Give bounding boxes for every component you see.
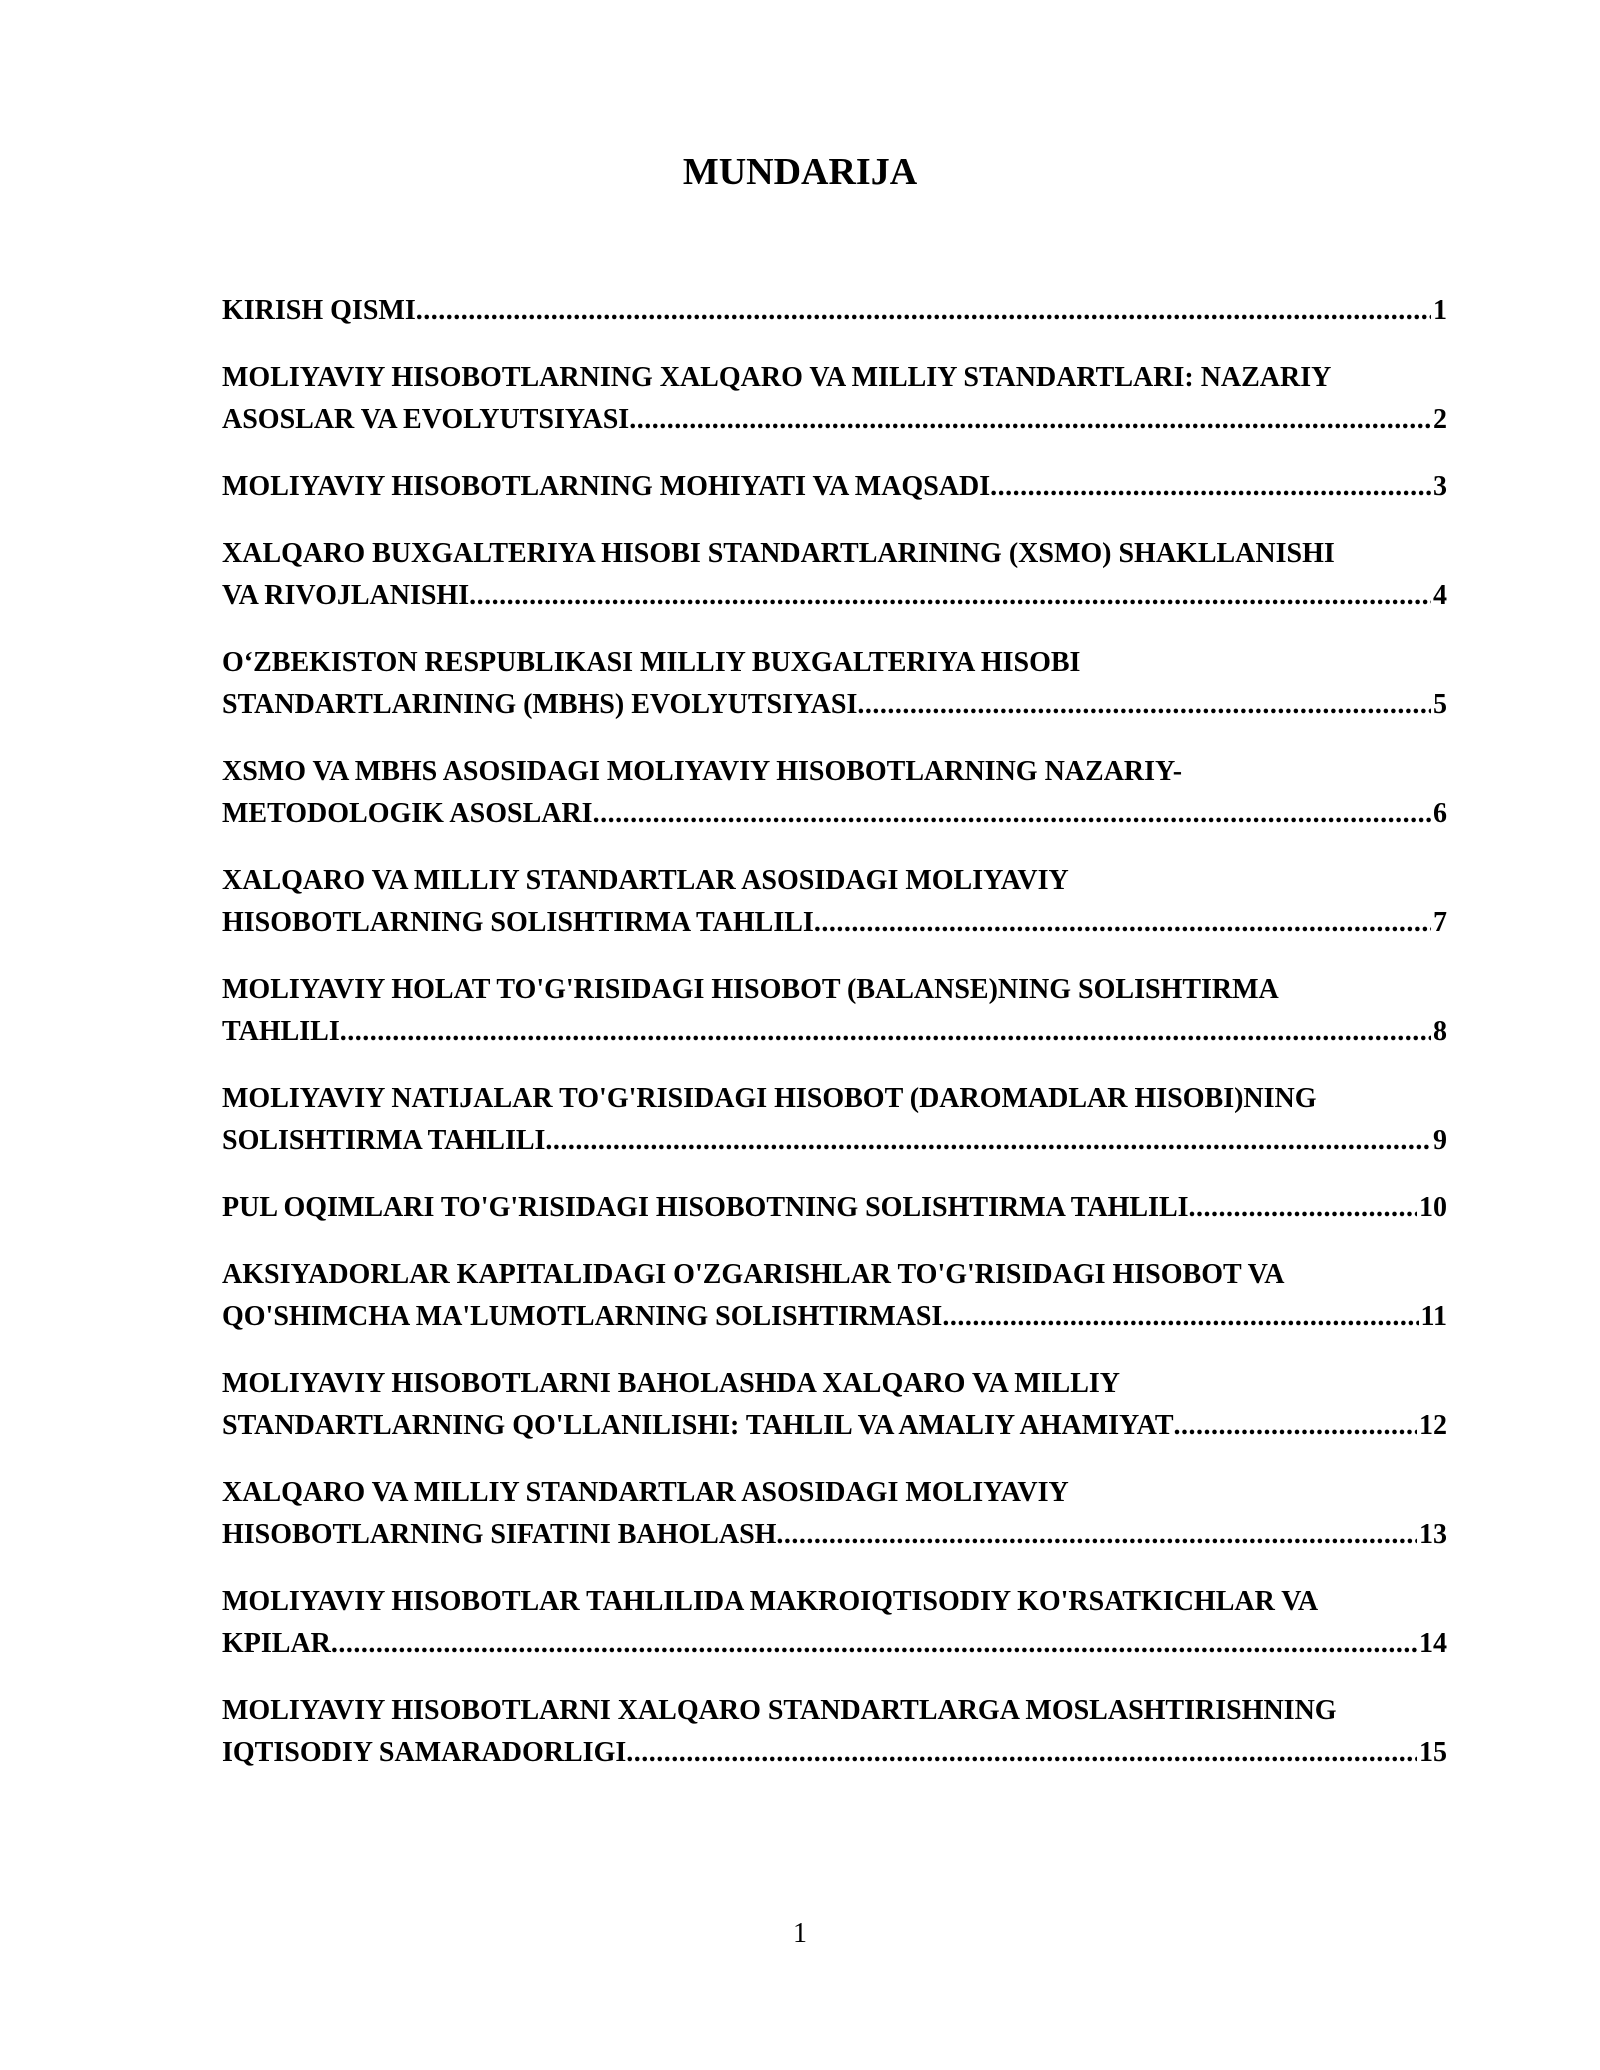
toc-entry-page-number: 3 bbox=[1433, 471, 1447, 502]
toc-entry[interactable] bbox=[222, 1187, 1472, 1229]
toc-entry[interactable] bbox=[222, 969, 1472, 1053]
toc-entry-title-line: IQTISODIY SAMARADORLIGI bbox=[222, 1737, 627, 1768]
toc-entry-title-line: MOLIYAVIY HISOBOTLAR TAHLILIDA MAKROIQTISODIY KO'RSATKICHLAR VA bbox=[222, 1586, 1319, 1617]
dot-leader bbox=[340, 1011, 1431, 1053]
toc-entry[interactable] bbox=[222, 860, 1472, 944]
toc-entry-last-line bbox=[222, 1514, 1447, 1556]
toc-entry-last-line bbox=[222, 793, 1447, 835]
toc-entry[interactable] bbox=[222, 1254, 1472, 1338]
toc-entry-page-number: 15 bbox=[1419, 1737, 1447, 1768]
toc-entry-page-number: 5 bbox=[1433, 689, 1447, 720]
toc-entry-title-line: KIRISH QISMI bbox=[222, 295, 416, 326]
dot-leader bbox=[1174, 1405, 1418, 1447]
dot-leader bbox=[776, 1514, 1417, 1556]
toc-entry-title-line: XSMO VA MBHS ASOSIDAGI MOLIYAVIY HISOBOTLARNING NAZARIY- bbox=[222, 756, 1183, 787]
toc-entry[interactable] bbox=[222, 642, 1472, 726]
toc-entry[interactable] bbox=[222, 1363, 1472, 1447]
toc-entry-title-line: MOLIYAVIY HOLAT TO'G'RISIDAGI HISOBOT (BALANSE)NING SOLISHTIRMA bbox=[222, 974, 1279, 1005]
toc-entry-title-line: MOLIYAVIY HISOBOTLARNING XALQARO VA MILLIY STANDARTLARI: NAZARIY bbox=[222, 362, 1332, 393]
toc-entry-title-line: ASOSLAR VA EVOLYUTSIYASI bbox=[222, 404, 630, 435]
toc-entry-title-line: MOLIYAVIY HISOBOTLARNI BAHOLASHDA XALQARO VA MILLIY bbox=[222, 1368, 1121, 1399]
toc-entry-last-line bbox=[222, 1732, 1447, 1774]
toc-entry-page-number: 14 bbox=[1419, 1628, 1447, 1659]
dot-leader bbox=[545, 1120, 1431, 1162]
toc-entry[interactable] bbox=[222, 1078, 1472, 1162]
toc-entry-page-number: 4 bbox=[1433, 580, 1447, 611]
toc-entry-page-number: 12 bbox=[1419, 1410, 1447, 1441]
dot-leader bbox=[626, 1732, 1417, 1774]
toc-entry-last-line bbox=[222, 290, 1447, 332]
toc-entry-title-line: XALQARO VA MILLIY STANDARTLAR ASOSIDAGI MOLIYAVIY bbox=[222, 865, 1069, 896]
page-title: MUNDARIJA bbox=[682, 151, 918, 193]
toc-entry[interactable] bbox=[222, 1472, 1472, 1556]
toc-entry-last-line bbox=[222, 1623, 1447, 1665]
toc-entry-last-line bbox=[222, 902, 1447, 944]
dot-leader bbox=[629, 399, 1431, 441]
toc-entry-title-line: QO'SHIMCHA MA'LUMOTLARNING SOLISHTIRMASI bbox=[222, 1301, 943, 1332]
toc-entry[interactable] bbox=[222, 1690, 1472, 1774]
toc-entry[interactable] bbox=[222, 1581, 1472, 1665]
toc-entry-page-number: 2 bbox=[1433, 404, 1447, 435]
dot-leader bbox=[990, 466, 1431, 508]
toc-entry[interactable] bbox=[222, 533, 1472, 617]
toc-entry-last-line bbox=[222, 1011, 1447, 1053]
toc-entry-last-line bbox=[222, 684, 1447, 726]
toc-entry-page-number: 9 bbox=[1433, 1125, 1447, 1156]
dot-leader bbox=[942, 1296, 1418, 1338]
toc-entry-last-line bbox=[222, 1405, 1447, 1447]
toc-entry-title-line: XALQARO VA MILLIY STANDARTLAR ASOSIDAGI MOLIYAVIY bbox=[222, 1477, 1069, 1508]
toc-entry-title-line: STANDARTLARNING QO'LLANILISHI: TAHLIL VA AMALIY AHAMIYAT bbox=[222, 1410, 1174, 1441]
toc-entry-page-number: 11 bbox=[1420, 1301, 1447, 1332]
toc-entry[interactable] bbox=[222, 290, 1472, 332]
toc-entry-last-line bbox=[222, 466, 1447, 508]
toc-entry-title-line: AKSIYADORLAR KAPITALIDAGI O'ZGARISHLAR TO'G'RISIDAGI HISOBOT VA bbox=[222, 1259, 1285, 1290]
dot-leader bbox=[593, 793, 1431, 835]
toc-entry-last-line bbox=[222, 1120, 1447, 1162]
toc-entry-title-line: XALQARO BUXGALTERIYA HISOBI STANDARTLARINING (XSMO) SHAKLLANISHI bbox=[222, 538, 1335, 569]
toc-entry-title-line: TAHLILI bbox=[222, 1016, 340, 1047]
dot-leader bbox=[814, 902, 1431, 944]
toc-entry[interactable] bbox=[222, 466, 1472, 508]
toc-entry-title-line: MOLIYAVIY NATIJALAR TO'G'RISIDAGI HISOBOT (DAROMADLAR HISOBI)NING bbox=[222, 1083, 1317, 1114]
toc-entry-title-line: KPILAR bbox=[222, 1628, 331, 1659]
dot-leader bbox=[857, 684, 1431, 726]
toc-entry-page-number: 8 bbox=[1433, 1016, 1447, 1047]
dot-leader bbox=[331, 1623, 1417, 1665]
toc-entry-last-line bbox=[222, 1187, 1447, 1229]
toc-entry-title-line: HISOBOTLARNING SIFATINI BAHOLASH bbox=[222, 1519, 777, 1550]
toc-entry-page-number: 10 bbox=[1419, 1192, 1447, 1223]
toc-entry-title-line: MOLIYAVIY HISOBOTLARNING MOHIYATI VA MAQSADI bbox=[222, 471, 991, 502]
table-of-contents bbox=[222, 290, 1472, 1799]
toc-entry-title-line: MOLIYAVIY HISOBOTLARNI XALQARO STANDARTLARGA MOSLASHTIRISHNING bbox=[222, 1695, 1337, 1726]
toc-entry-page-number: 13 bbox=[1419, 1519, 1447, 1550]
toc-entry-last-line bbox=[222, 575, 1447, 617]
toc-entry-title-line: O‘ZBEKISTON RESPUBLIKASI MILLIY BUXGALTERIYA HISOBI bbox=[222, 647, 1081, 678]
toc-entry-title-line: SOLISHTIRMA TAHLILI bbox=[222, 1125, 546, 1156]
dot-leader bbox=[469, 575, 1431, 617]
toc-entry-title-line: STANDARTLARINING (MBHS) EVOLYUTSIYASI bbox=[222, 689, 858, 720]
toc-entry-page-number: 7 bbox=[1433, 907, 1447, 938]
toc-entry-page-number: 1 bbox=[1433, 295, 1447, 326]
toc-entry-title-line: VA RIVOJLANISHI bbox=[222, 580, 470, 611]
toc-entry-last-line bbox=[222, 1296, 1447, 1338]
page-number: 1 bbox=[793, 1918, 807, 1949]
toc-entry-title-line: METODOLOGIK ASOSLARI bbox=[222, 798, 593, 829]
dot-leader bbox=[1189, 1187, 1417, 1229]
dot-leader bbox=[416, 290, 1431, 332]
toc-entry-last-line bbox=[222, 399, 1447, 441]
toc-entry[interactable] bbox=[222, 357, 1472, 441]
toc-entry-page-number: 6 bbox=[1433, 798, 1447, 829]
toc-entry[interactable] bbox=[222, 751, 1472, 835]
toc-entry-title-line: HISOBOTLARNING SOLISHTIRMA TAHLILI bbox=[222, 907, 814, 938]
toc-entry-title-line: PUL OQIMLARI TO'G'RISIDAGI HISOBOTNING SOLISHTIRMA TAHLILI bbox=[222, 1192, 1189, 1223]
